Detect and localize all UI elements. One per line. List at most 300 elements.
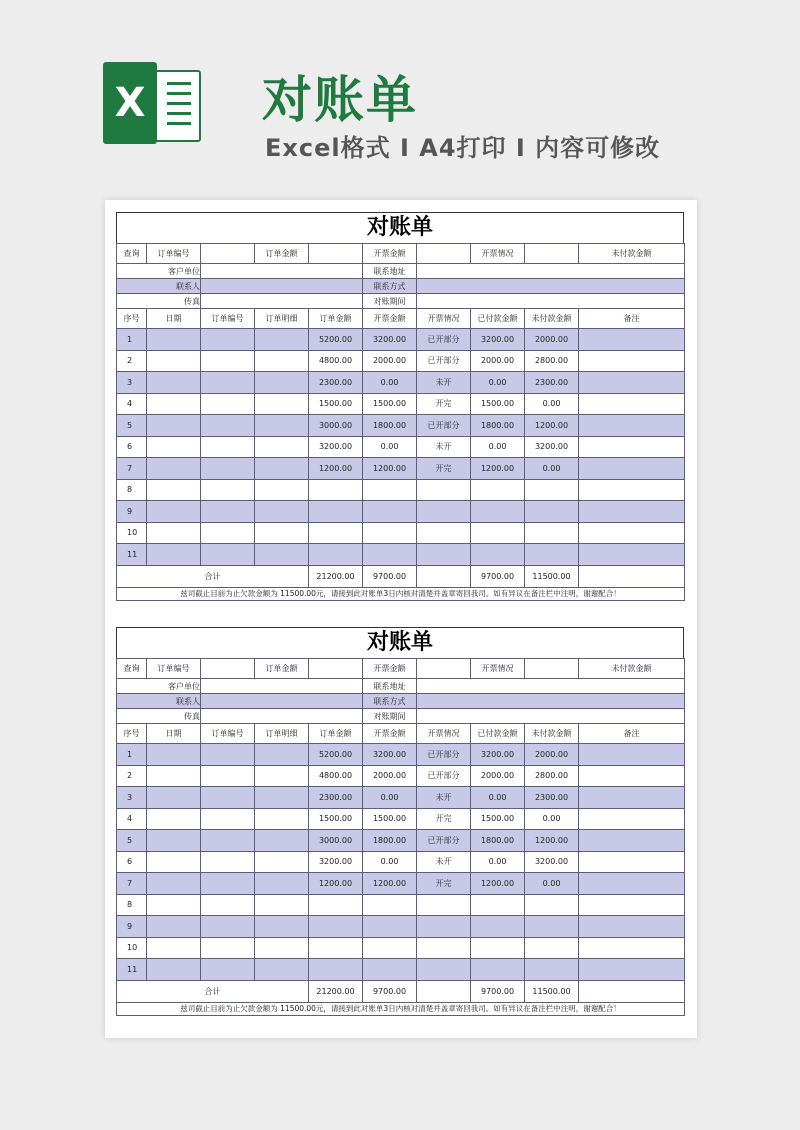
invoice-status-cell: 已开部分 [417,415,471,437]
paid-amount-cell: 2000.00 [471,765,525,787]
total-paid: 9700.00 [471,980,525,1002]
order-detail-cell [255,350,309,372]
info-label: 联系方式 [363,694,417,709]
row-number: 11 [117,959,147,981]
column-header: 订单编号 [201,309,255,329]
remark-cell [579,458,685,480]
unpaid-amount-cell: 0.00 [525,393,579,415]
total-remark [579,565,685,587]
query-cell [309,244,363,264]
order-number-cell [201,765,255,787]
unpaid-amount-cell [525,916,579,938]
invoiced-amount-cell: 3200.00 [363,744,417,766]
paid-amount-cell: 0.00 [471,851,525,873]
paid-amount-cell: 1500.00 [471,808,525,830]
invoiced-amount-cell: 0.00 [363,787,417,809]
remark-cell [579,916,685,938]
row-number: 10 [117,937,147,959]
page-subtitle: Excel格式 I A4打印 I 内容可修改 [265,134,661,162]
query-cell: 订单编号 [147,244,201,264]
invoice-status-cell [417,501,471,523]
date-cell [147,765,201,787]
info-row [117,709,685,724]
order-number-cell [201,894,255,916]
invoiced-amount-cell: 1200.00 [363,458,417,480]
date-cell [147,522,201,544]
unpaid-amount-cell: 3200.00 [525,851,579,873]
invoice-status-cell: 已开部分 [417,350,471,372]
remark-cell [579,894,685,916]
row-number: 2 [117,350,147,372]
column-header: 订单明细 [255,724,309,744]
order-number-cell [201,479,255,501]
table-row [117,873,685,895]
order-detail-cell [255,851,309,873]
order-amount-cell: 2300.00 [309,787,363,809]
table-row [117,350,685,372]
column-header: 备注 [579,309,685,329]
statement-note: 兹司截止目前为止欠款金额为 11500.00元，请接到此对账单3日内核对清楚并盖章寄回我司。如有异议在备注栏中注明，谢谢配合！ [117,1002,685,1015]
row-number: 7 [117,873,147,895]
query-cell [525,659,579,679]
remark-cell [579,522,685,544]
info-value [201,709,363,724]
order-detail-cell [255,830,309,852]
remark-cell [579,436,685,458]
query-cell: 订单金额 [255,244,309,264]
order-detail-cell [255,808,309,830]
order-amount-cell [309,479,363,501]
order-number-cell [201,916,255,938]
column-header: 备注 [579,724,685,744]
total-amount: 21200.00 [309,980,363,1002]
row-number: 4 [117,393,147,415]
column-header: 订单编号 [201,724,255,744]
invoiced-amount-cell: 3200.00 [363,329,417,351]
paid-amount-cell [471,544,525,566]
total-unpaid: 11500.00 [525,980,579,1002]
total-paid: 9700.00 [471,565,525,587]
invoice-status-cell: 已开部分 [417,765,471,787]
table-row [117,372,685,394]
invoiced-amount-cell [363,959,417,981]
column-header: 订单金额 [309,309,363,329]
query-cell: 查询 [117,244,147,264]
query-cell: 查询 [117,659,147,679]
row-number: 3 [117,372,147,394]
table-row [117,894,685,916]
sheet-title: 对账单 [116,212,684,243]
note-row [117,1002,685,1015]
invoice-status-cell: 开完 [417,808,471,830]
table-row [117,916,685,938]
row-number: 6 [117,851,147,873]
date-cell [147,873,201,895]
row-number: 6 [117,436,147,458]
date-cell [147,937,201,959]
column-header: 序号 [117,724,147,744]
column-header: 未付款金额 [525,724,579,744]
paid-amount-cell: 0.00 [471,787,525,809]
info-label: 联系地址 [363,679,417,694]
remark-cell [579,787,685,809]
row-number: 2 [117,765,147,787]
order-detail-cell [255,937,309,959]
order-number-cell [201,393,255,415]
invoiced-amount-cell: 1500.00 [363,393,417,415]
excel-x-icon: X [103,62,157,144]
invoiced-amount-cell [363,894,417,916]
order-number-cell [201,873,255,895]
remark-cell [579,350,685,372]
query-cell: 订单金额 [255,659,309,679]
order-detail-cell [255,372,309,394]
order-amount-cell [309,522,363,544]
remark-cell [579,937,685,959]
row-number: 7 [117,458,147,480]
date-cell [147,479,201,501]
column-header: 序号 [117,309,147,329]
unpaid-amount-cell [525,894,579,916]
info-value [417,679,685,694]
paid-amount-cell: 1800.00 [471,415,525,437]
order-amount-cell: 3000.00 [309,830,363,852]
query-cell: 未付款金额 [579,244,685,264]
order-amount-cell [309,916,363,938]
row-number: 8 [117,479,147,501]
order-detail-cell [255,436,309,458]
info-row [117,294,685,309]
date-cell [147,372,201,394]
order-number-cell [201,522,255,544]
statement-table [116,243,685,601]
info-value [201,679,363,694]
date-cell [147,329,201,351]
table-row [117,744,685,766]
row-number: 9 [117,501,147,523]
unpaid-amount-cell: 2300.00 [525,787,579,809]
paid-amount-cell: 1200.00 [471,873,525,895]
order-detail-cell [255,959,309,981]
invoiced-amount-cell [363,501,417,523]
info-value [201,279,363,294]
table-row [117,937,685,959]
remark-cell [579,501,685,523]
date-cell [147,744,201,766]
column-header: 未付款金额 [525,309,579,329]
info-value [417,279,685,294]
query-row [117,244,685,264]
row-number: 5 [117,830,147,852]
column-header: 开票金额 [363,309,417,329]
table-row [117,501,685,523]
total-remark [579,980,685,1002]
order-amount-cell [309,501,363,523]
column-header: 已付款金额 [471,724,525,744]
total-invoiced: 9700.00 [363,565,417,587]
remark-cell [579,830,685,852]
date-cell [147,458,201,480]
order-detail-cell [255,894,309,916]
query-cell [201,659,255,679]
invoice-status-cell [417,916,471,938]
unpaid-amount-cell [525,937,579,959]
order-number-cell [201,544,255,566]
row-number: 4 [117,808,147,830]
total-amount: 21200.00 [309,565,363,587]
info-label: 传真 [117,294,201,309]
unpaid-amount-cell: 2000.00 [525,744,579,766]
invoiced-amount-cell: 2000.00 [363,350,417,372]
order-amount-cell: 5200.00 [309,329,363,351]
unpaid-amount-cell: 1200.00 [525,415,579,437]
date-cell [147,916,201,938]
remark-cell [579,393,685,415]
info-value [417,709,685,724]
column-header: 已付款金额 [471,309,525,329]
info-label: 传真 [117,709,201,724]
query-cell [201,244,255,264]
info-value [417,694,685,709]
invoice-status-cell [417,479,471,501]
order-detail-cell [255,393,309,415]
info-row [117,279,685,294]
date-cell [147,959,201,981]
query-row [117,659,685,679]
query-cell: 开票情况 [471,244,525,264]
order-detail-cell [255,522,309,544]
order-amount-cell: 4800.00 [309,765,363,787]
unpaid-amount-cell [525,479,579,501]
row-number: 5 [117,415,147,437]
info-value [201,294,363,309]
table-row [117,329,685,351]
order-number-cell [201,787,255,809]
info-label: 客户单位 [117,679,201,694]
invoice-status-cell [417,959,471,981]
invoiced-amount-cell: 0.00 [363,851,417,873]
total-row [117,980,685,1002]
invoiced-amount-cell: 1800.00 [363,830,417,852]
statement-sheet-1 [116,212,684,601]
unpaid-amount-cell: 3200.00 [525,436,579,458]
info-label: 对账期间 [363,294,417,309]
order-amount-cell: 1200.00 [309,873,363,895]
invoice-status-cell [417,522,471,544]
date-cell [147,501,201,523]
invoice-status-cell: 未开 [417,787,471,809]
invoiced-amount-cell: 0.00 [363,372,417,394]
remark-cell [579,479,685,501]
info-row [117,264,685,279]
column-header: 日期 [147,724,201,744]
table-row [117,393,685,415]
unpaid-amount-cell: 0.00 [525,808,579,830]
order-amount-cell [309,544,363,566]
info-label: 联系地址 [363,264,417,279]
invoiced-amount-cell [363,916,417,938]
order-detail-cell [255,873,309,895]
excel-logo [103,62,203,144]
column-header: 开票情况 [417,309,471,329]
column-header: 日期 [147,309,201,329]
total-status [417,565,471,587]
date-cell [147,393,201,415]
order-number-cell [201,959,255,981]
query-cell [417,659,471,679]
invoice-status-cell: 未开 [417,436,471,458]
table-row [117,959,685,981]
sheet-title: 对账单 [116,627,684,658]
info-label: 对账期间 [363,709,417,724]
date-cell [147,894,201,916]
order-detail-cell [255,501,309,523]
remark-cell [579,765,685,787]
order-amount-cell: 2300.00 [309,372,363,394]
order-amount-cell: 1500.00 [309,393,363,415]
invoiced-amount-cell [363,479,417,501]
unpaid-amount-cell [525,544,579,566]
table-row [117,522,685,544]
row-number: 1 [117,744,147,766]
info-label: 联系方式 [363,279,417,294]
order-amount-cell: 5200.00 [309,744,363,766]
query-cell [309,659,363,679]
column-header: 开票金额 [363,724,417,744]
table-row [117,808,685,830]
order-number-cell [201,350,255,372]
info-label: 联系人 [117,694,201,709]
order-number-cell [201,372,255,394]
paid-amount-cell: 0.00 [471,436,525,458]
order-number-cell [201,830,255,852]
total-invoiced: 9700.00 [363,980,417,1002]
table-row [117,851,685,873]
order-detail-cell [255,787,309,809]
remark-cell [579,851,685,873]
invoice-status-cell: 未开 [417,372,471,394]
query-cell: 订单编号 [147,659,201,679]
date-cell [147,851,201,873]
row-number: 10 [117,522,147,544]
invoice-status-cell: 已开部分 [417,830,471,852]
query-cell: 开票金额 [363,244,417,264]
remark-cell [579,329,685,351]
column-header-row [117,309,685,329]
paid-amount-cell: 3200.00 [471,744,525,766]
info-value [201,264,363,279]
paid-amount-cell [471,937,525,959]
info-value [201,694,363,709]
query-cell: 开票情况 [471,659,525,679]
total-label: 合计 [117,980,309,1002]
order-detail-cell [255,458,309,480]
row-number: 1 [117,329,147,351]
note-row [117,587,685,600]
row-number: 3 [117,787,147,809]
order-amount-cell: 3000.00 [309,415,363,437]
date-cell [147,350,201,372]
order-amount-cell: 1200.00 [309,458,363,480]
row-number: 9 [117,916,147,938]
date-cell [147,787,201,809]
unpaid-amount-cell: 1200.00 [525,830,579,852]
query-cell: 开票金额 [363,659,417,679]
query-cell [525,244,579,264]
unpaid-amount-cell: 2800.00 [525,350,579,372]
statement-table [116,658,685,1016]
date-cell [147,436,201,458]
order-detail-cell [255,744,309,766]
row-number: 11 [117,544,147,566]
column-header: 开票情况 [417,724,471,744]
invoice-status-cell [417,894,471,916]
invoice-status-cell: 未开 [417,851,471,873]
order-number-cell [201,501,255,523]
order-amount-cell: 3200.00 [309,851,363,873]
order-amount-cell [309,959,363,981]
document-paper [105,200,697,1038]
total-unpaid: 11500.00 [525,565,579,587]
invoice-status-cell [417,937,471,959]
table-row [117,830,685,852]
remark-cell [579,372,685,394]
query-cell: 未付款金额 [579,659,685,679]
remark-cell [579,744,685,766]
invoiced-amount-cell [363,544,417,566]
row-number: 8 [117,894,147,916]
paid-amount-cell: 0.00 [471,372,525,394]
order-amount-cell [309,937,363,959]
invoice-status-cell: 开完 [417,458,471,480]
table-row [117,765,685,787]
info-row [117,694,685,709]
invoiced-amount-cell: 1500.00 [363,808,417,830]
order-amount-cell: 4800.00 [309,350,363,372]
order-number-cell [201,415,255,437]
date-cell [147,830,201,852]
query-cell [417,244,471,264]
column-header-row [117,724,685,744]
total-label: 合计 [117,565,309,587]
paid-amount-cell [471,916,525,938]
unpaid-amount-cell: 2800.00 [525,765,579,787]
paid-amount-cell [471,959,525,981]
table-row [117,436,685,458]
unpaid-amount-cell [525,501,579,523]
date-cell [147,544,201,566]
order-number-cell [201,851,255,873]
table-row [117,458,685,480]
unpaid-amount-cell: 0.00 [525,458,579,480]
invoiced-amount-cell: 2000.00 [363,765,417,787]
unpaid-amount-cell: 2000.00 [525,329,579,351]
order-amount-cell: 1500.00 [309,808,363,830]
remark-cell [579,873,685,895]
order-detail-cell [255,544,309,566]
info-label: 联系人 [117,279,201,294]
statement-sheet-2 [116,627,684,1016]
invoiced-amount-cell: 1800.00 [363,415,417,437]
paid-amount-cell [471,522,525,544]
order-amount-cell [309,894,363,916]
statement-note: 兹司截止目前为止欠款金额为 11500.00元，请接到此对账单3日内核对清楚并盖章寄回我司。如有异议在备注栏中注明，谢谢配合！ [117,587,685,600]
paid-amount-cell [471,479,525,501]
order-number-cell [201,329,255,351]
paid-amount-cell: 1500.00 [471,393,525,415]
order-detail-cell [255,415,309,437]
invoiced-amount-cell [363,937,417,959]
